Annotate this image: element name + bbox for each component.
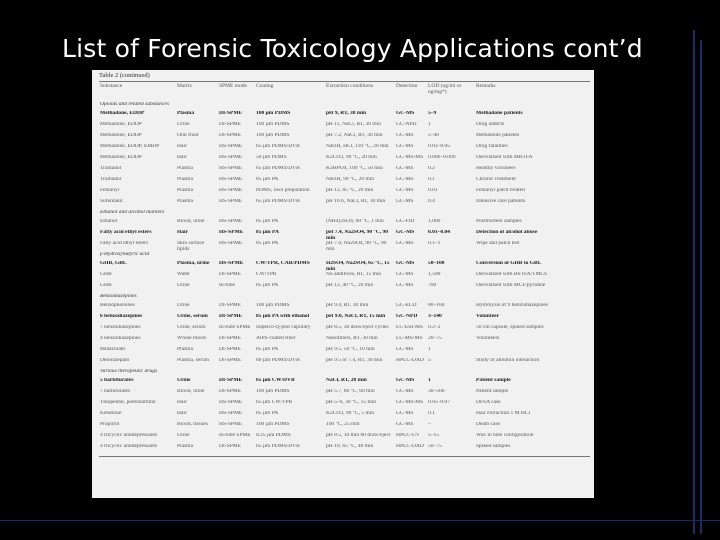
table-row — [99, 155, 590, 166]
table-cell: 85 µm PA — [256, 219, 279, 224]
table-cell: pH 9.5, 50 °C, 10 min — [326, 347, 375, 352]
table-row — [99, 199, 590, 210]
table-row — [99, 378, 590, 389]
table-cell: DI-SPME — [219, 303, 242, 308]
table-cell: 65 µm CW/TPR — [256, 400, 293, 405]
table-cell: pH 10.6, NaCl, RT, 30 min — [326, 199, 386, 204]
table-cell: Urine — [177, 122, 190, 127]
table-cell: Methadone patients — [476, 111, 523, 116]
table-cell: HS-SPME — [219, 199, 243, 204]
table-cell: Drug fatalities — [476, 144, 508, 149]
table-cell: GC-MS — [396, 378, 415, 383]
table-cell: Plasma — [177, 444, 193, 449]
table-cell: pH 11, NaCl, RT, 30 min — [326, 122, 381, 127]
table-cell: 100 °C, 25 min — [326, 422, 360, 427]
table-cell: 1 — [428, 378, 431, 383]
table-header — [99, 83, 590, 102]
table-cell: pH 9.4, RT, 30 min — [326, 303, 369, 308]
table-cell: Urine — [177, 433, 190, 438]
table-cell: 1,500 — [428, 272, 441, 277]
table-cell: CW/TPR, CAR/PDMS — [256, 261, 310, 266]
table-cell: pH 10, 65 °C, 40 min — [326, 444, 374, 449]
table-cell: Methadone, EDDP, EMDP — [100, 144, 160, 149]
table-cell: GC-MS — [396, 347, 414, 352]
table-cell: DI-SPME — [219, 358, 242, 363]
table-cell: 30–500 — [428, 389, 445, 394]
table-cell: HPLC-DAD — [396, 358, 424, 363]
table-cell: 85 µm PA — [256, 283, 279, 288]
table-cell: HS-SPME — [219, 219, 243, 224]
table-caption: Table 2 (continued) — [99, 72, 150, 79]
table-cell: pH 7.4, Na2SO4, 90 °C, 90 min — [326, 230, 388, 241]
table-row — [99, 325, 590, 336]
column-header: Detection — [396, 83, 418, 89]
table-cell: Conversion of GHB to GBL — [476, 261, 542, 266]
table-cell: DI-SPME — [219, 389, 242, 394]
table-cell: 0.01 — [428, 188, 438, 193]
table-row — [99, 188, 590, 199]
table-cell: Patient sample — [476, 378, 511, 383]
table-cell: In-tube SPME — [219, 433, 251, 438]
table-cell: GHB, GBL — [100, 261, 127, 266]
table-cell: 5–40 — [428, 133, 439, 138]
table-cell: K2CO3, 90 °C, 20 min — [326, 155, 377, 160]
section-row — [99, 210, 590, 219]
table-cell: DFSA case — [476, 400, 501, 405]
table-cell: 100 µm PDMS — [256, 389, 290, 394]
table-cell: DI-SPME — [219, 314, 243, 319]
table-cell: HS-SPME — [219, 261, 244, 266]
table-cell: 50 cm capsule, spiked samples — [476, 325, 544, 330]
header-row — [99, 83, 590, 102]
table-cell: 50 µm PDMS — [256, 155, 287, 160]
table-cell: 65 µm CW/DVB — [256, 378, 295, 383]
table-cell: GC-ECD — [396, 303, 417, 308]
table-cell: 65 µm PDMS/DVB — [256, 444, 300, 449]
table-cell: 85 µm PA — [256, 241, 279, 246]
table-row — [99, 177, 590, 188]
table-cell: 0.01–0.04 — [428, 230, 450, 235]
column-header: Extraction conditions — [326, 83, 374, 89]
table-cell: HS-SPME — [219, 155, 243, 160]
table-cell: Chronic treatment — [476, 177, 516, 182]
table-cell: Hydrolysis of 9 benzodiazepines — [476, 303, 548, 308]
toxicology-table — [99, 83, 590, 455]
section-title: Various therapeutic drugs — [100, 369, 158, 374]
table-row — [99, 422, 590, 433]
section-title: Ethanol and alcohol markers — [100, 210, 165, 215]
table-cell: Hair — [177, 230, 188, 235]
section-row — [99, 369, 590, 378]
table-cell: Intensive care patients — [476, 199, 526, 204]
column-header: SPME mode — [219, 83, 247, 89]
decorative-vertical-line — [700, 40, 702, 534]
table-cell: LC-MS-MS — [396, 336, 423, 341]
table-cell: Methadone, EDDP — [100, 133, 142, 138]
table-rule-top — [99, 81, 590, 82]
table-cell: Healthy volunteer — [476, 166, 516, 171]
table-cell: K2HPO4, 100 °C, 50 min — [326, 166, 383, 171]
table-cell: GC-MS — [396, 144, 414, 149]
table-cell: Death case — [476, 422, 500, 427]
table-cell: Urine, serum — [177, 314, 208, 319]
table-cell: GC-MS — [396, 411, 414, 416]
table-row — [99, 336, 590, 347]
table-cell: 60 µm PDMS/DVB — [256, 358, 300, 363]
table-cell: Detection of alcohol abuse — [476, 230, 538, 235]
table-cell: HS-SPME — [219, 144, 243, 149]
table-cell: 100 µm PDMS — [256, 133, 290, 138]
column-header: Coating — [256, 83, 274, 89]
table-row — [99, 314, 590, 325]
table-cell: DI-SPME — [219, 122, 242, 127]
table-cell: GC-MS — [396, 177, 414, 182]
table-cell: GHB — [100, 283, 112, 288]
column-header: Remarks — [476, 83, 496, 89]
table-cell: DI-SPME — [219, 111, 243, 116]
table-cell: Plasma — [177, 199, 193, 204]
table-row — [99, 111, 590, 122]
table-cell: 1 — [428, 122, 431, 127]
table-cell: pH 5.7, 60 °C, 60 min — [326, 389, 375, 394]
table-cell: 0.05–0.07 — [428, 400, 450, 405]
table-cell: 700 — [428, 283, 437, 288]
table-cell: Methadone, EDDP — [100, 111, 145, 116]
table-row — [99, 144, 590, 155]
table-cell: 0.2 — [428, 166, 435, 171]
column-header: Matrix — [177, 83, 192, 89]
table-cell: Supelco-Q-plot capillary — [256, 325, 311, 330]
table-cell: H2SO4, Na2SO4, 65 °C, 15 min — [326, 261, 390, 272]
table-cell: Hair — [177, 411, 187, 416]
table-cell: Wax in tube configuration — [476, 433, 534, 438]
table-cell: Propofol — [100, 422, 120, 427]
table-cell: Skin surface lipids — [177, 241, 205, 252]
table-cell: GC-MS-MS — [396, 155, 424, 160]
table-cell: DI-SPME — [219, 347, 242, 352]
table-cell: 0.006–0.009 — [428, 155, 456, 160]
table-cell: 65 µm PDMS/DVB — [256, 199, 300, 204]
table-cell: 85 µm PA — [256, 411, 279, 416]
table-cell: HS-SPME — [219, 230, 244, 235]
table-cell: Derivatised with BSTFA/TMCS — [476, 272, 548, 277]
table-cell: HPLC-DAD — [396, 444, 424, 449]
table-cell: pH 8.5, 10 min 80 draw/eject — [326, 433, 391, 438]
table-cell: Hair — [177, 155, 187, 160]
table-cell: Blood, tissues — [177, 422, 208, 427]
table-cell: 5–9 — [428, 111, 437, 116]
table-cell: Postmortem samples — [476, 219, 522, 224]
table-cell: 0.4 — [428, 199, 435, 204]
table-cell: DI-SPME — [219, 336, 242, 341]
table-row — [99, 230, 590, 241]
table-cell: Hair extraction 1 M HCl — [476, 411, 531, 416]
table-row — [99, 347, 590, 358]
table-cell: 4 tricyclic antidepressants — [100, 444, 158, 449]
table-cell: GC-MS-MS — [396, 400, 424, 405]
table-cell: 4 benzodiazepines — [100, 336, 141, 341]
table-cell: Study of albumin interaction — [476, 358, 540, 363]
table-cell: 1 — [428, 347, 431, 352]
table-row — [99, 433, 590, 444]
table-cell: Tramadol — [100, 177, 122, 182]
table-cell: Plasma, urine — [177, 261, 210, 266]
table-cell: Plasma — [177, 177, 193, 182]
table-cell: HPLC-UV — [396, 433, 420, 438]
table-cell: GC-MS — [396, 422, 414, 427]
table-cell: 4 tricyclic antidepressants — [100, 433, 158, 438]
column-header: LOD (ng/ml or ng/mg*) — [428, 83, 462, 95]
table-cell: pH 9.0, NaCl, RT, 15 min — [326, 314, 386, 319]
table-cell: 100 µm PDMS — [256, 422, 290, 427]
table-cell: Blood, urine — [177, 219, 205, 224]
table-cell: 5 — [428, 358, 431, 363]
table-cell: HS-SPME — [219, 241, 243, 246]
table-cell: pH 5–6, 30 °C, 15 min — [326, 400, 377, 405]
table-cell: 65 µm PDMS/DVB — [256, 166, 300, 171]
table-row — [99, 241, 590, 252]
table-cell: HS-SPME — [219, 188, 243, 193]
table-row — [99, 411, 590, 422]
table-cell: GC-NPD — [396, 122, 417, 127]
table-cell: Oral fluid — [177, 133, 199, 138]
table-cell: Methadone, EDDP — [100, 122, 142, 127]
table-cell: GC-MS — [396, 272, 414, 277]
table-cell: 3–140 — [428, 314, 442, 319]
table-cell: GC-NPD — [396, 314, 418, 319]
decorative-vertical-line — [693, 30, 695, 534]
table-cell: Derivatised with MCF/pyridine — [476, 283, 546, 288]
table-cell: CW/TPR — [256, 272, 277, 277]
table-row — [99, 133, 590, 144]
table-cell: Urine — [177, 378, 191, 383]
table-cell: Thiopental, pentobarbital — [100, 400, 156, 405]
table-cell: pH 8.5, 30 draw/eject cycles — [326, 325, 389, 330]
table-row — [99, 303, 590, 314]
table-cell: 0.2–2 — [428, 325, 441, 330]
table-cell: Volunteer — [476, 314, 500, 319]
table-row — [99, 219, 590, 230]
table-cell: GC-MS — [396, 166, 414, 171]
table-cell: NaOH, HCl, 110 °C, 20 min — [326, 144, 389, 149]
table-cell: HS-SPME — [219, 422, 243, 427]
slide-title: List of Forensic Toxicology Applications cont’d — [62, 34, 643, 63]
table-cell: (NH4)2SO4, 60 °C, 1 min — [326, 219, 384, 224]
table-cell: pH 12, 40 °C, 20 min — [326, 283, 374, 288]
section-row — [99, 102, 590, 111]
section-row — [99, 294, 590, 303]
table-cell: 85 µm PA with ethanol — [256, 314, 310, 319]
table-cell: NaCl, RT, 20 min — [326, 378, 367, 383]
table-cell: Nanofibers, RT, 30 min — [326, 336, 378, 341]
table-cell: Ethanol — [100, 219, 118, 224]
table-cell: HS-SPME — [219, 400, 243, 405]
table-cell: Plasma — [177, 166, 193, 171]
table-cell: Sufentanil — [100, 199, 123, 204]
table-cell: Volunteers — [476, 336, 500, 341]
table-cell: 7 benzodiazepines — [100, 325, 141, 330]
table-cell: 0.03–0.05 — [428, 144, 450, 149]
table-cell: Methadone patients — [476, 133, 520, 138]
table-cell: PDMS, own preparation — [256, 188, 310, 193]
table-cell: 0.1–1 — [428, 241, 441, 246]
table-cell: DI-SPME — [219, 272, 242, 277]
table-cell: Urine, serum — [177, 325, 206, 330]
table-cell: GC-MS — [396, 133, 414, 138]
scanned-table-page — [92, 70, 594, 498]
table-cell: Ketamine — [100, 411, 122, 416]
column-header: Substance — [100, 83, 123, 89]
table-cell: Plasma — [177, 188, 193, 193]
table-cell: pH 9, RT, 30 min — [326, 111, 367, 116]
table-cell: DI-SPME — [219, 444, 242, 449]
table-cell: GC-MS — [396, 283, 414, 288]
table-cell: 0.1 — [428, 411, 435, 416]
table-cell: 5–15 — [428, 433, 439, 438]
table-cell: 1,000 — [428, 219, 441, 224]
table-cell: NaOH, 90 °C, 20 min — [326, 177, 375, 182]
table-cell: No additives, RT, 15 min — [326, 272, 382, 277]
table-row — [99, 122, 590, 133]
table-row — [99, 272, 590, 283]
table-cell: pH 7.2, NaCl, RT, 30 min — [326, 133, 383, 138]
table-cell: Benzophenones — [100, 303, 135, 308]
table-cell: GHB — [100, 272, 112, 277]
table-cell — [475, 347, 590, 358]
table-cell: Urine — [177, 303, 190, 308]
table-cell: In-tube — [219, 283, 235, 288]
section-title: Opioids and related substances — [100, 102, 169, 107]
table-cell: Fentanyl — [100, 188, 120, 193]
table-cell: – — [428, 422, 431, 427]
table-cell: GC-FID — [396, 219, 415, 224]
table-cell: GC-MS — [396, 199, 414, 204]
table-cell: Hair — [177, 144, 187, 149]
table-cell: Fatty acid ethyl esters — [100, 241, 149, 246]
table-cell: Whole blood — [177, 336, 206, 341]
table-cell: GC-MS — [396, 230, 415, 235]
table-cell: Patient sample — [476, 389, 509, 394]
table-cell: Plasma — [177, 111, 195, 116]
table-cell: DI-SPME — [219, 378, 243, 383]
table-cell: 7 barbiturates — [100, 389, 131, 394]
table-cell: pH 9.5 or 7.4, RT, 30 min — [326, 358, 383, 363]
section-title: γ-Hydroxybutyric acid — [100, 252, 150, 257]
table-row — [99, 283, 590, 294]
table-cell: K2CO3, 90 °C, 5 min — [326, 411, 375, 416]
table-row — [99, 389, 590, 400]
table-cell: Water — [177, 272, 190, 277]
table-cell: Plasma, serum — [177, 358, 210, 363]
table-cell: 6 benzodiazepines — [100, 314, 143, 319]
table-row — [99, 358, 590, 369]
table-cell: GC-MS — [396, 111, 415, 116]
table-cell: Delorazepam — [100, 358, 130, 363]
table-rule-bottom — [99, 456, 590, 457]
table-cell: AlPS-coated fiber — [256, 336, 296, 341]
table-cell: HS-SPME — [219, 177, 243, 182]
table-row — [99, 261, 590, 272]
table-cell: Hair — [177, 400, 187, 405]
table-cell: Plasma — [177, 347, 193, 352]
table-cell: GC-MS — [396, 188, 414, 193]
table-row — [99, 166, 590, 177]
table-cell: 100 µm PDMS — [256, 122, 290, 127]
table-cell: In-tube SPME — [219, 325, 251, 330]
table-cell: Methadone, EDDP — [100, 155, 142, 160]
table-cell: Tramadol — [100, 166, 122, 171]
table-cell: Fentanyl patch treated — [476, 188, 525, 193]
table-cell: HS-SPME — [219, 411, 243, 416]
table-cell: LC-ESI-MS — [396, 325, 423, 330]
table-row — [99, 444, 590, 455]
table-cell: Urine — [177, 283, 190, 288]
table-cell: 100 µm PDMS — [256, 111, 291, 116]
table-cell: 0.25 µm PDMS — [256, 433, 291, 438]
table-cell: pH 12, 85 °C, 20 min — [326, 188, 374, 193]
table-cell: GC-MS — [396, 241, 414, 246]
table-cell: pH 7.4, Na2SO4, 90 °C, 90 min — [326, 241, 387, 252]
table-cell: 85 µm PA — [256, 347, 279, 352]
table-cell: 20–75 — [428, 336, 442, 341]
section-title: Benzodiazepines — [100, 294, 137, 299]
table-cell: 100 µm PDMS — [256, 303, 290, 308]
table-cell: Drug addicts — [476, 122, 505, 127]
table-cell: 50–100 — [428, 261, 445, 266]
table-cell: GC-MS — [396, 389, 414, 394]
table-cell: Midazolam — [100, 347, 126, 352]
table-cell: Fatty acid ethyl esters — [100, 230, 152, 235]
table-cell: GC-MS — [396, 261, 415, 266]
table-cell: DI-SPME — [219, 133, 242, 138]
table-cell: HS-SPME — [219, 166, 243, 171]
table-cell: 85 µm PA — [256, 177, 279, 182]
table-cell: 65 µm PDMS/DVB — [256, 144, 300, 149]
table-cell: Wipe and patch test — [476, 241, 520, 246]
table-body — [99, 102, 590, 455]
table-cell: 5 barbiturates — [100, 378, 134, 383]
table-cell: Spiked samples — [476, 444, 511, 449]
table-cell: 50–75 — [428, 444, 442, 449]
table-cell: Derivatised with MBTFA — [476, 155, 533, 160]
table-cell: 85 µm PA — [256, 230, 279, 235]
table-cell: Blood, urine — [177, 389, 205, 394]
decorative-horizontal-line — [0, 520, 720, 521]
table-cell: 80–160 — [428, 303, 445, 308]
section-row — [99, 252, 590, 261]
table-cell: 0.1 — [428, 177, 435, 182]
table-row — [99, 400, 590, 411]
